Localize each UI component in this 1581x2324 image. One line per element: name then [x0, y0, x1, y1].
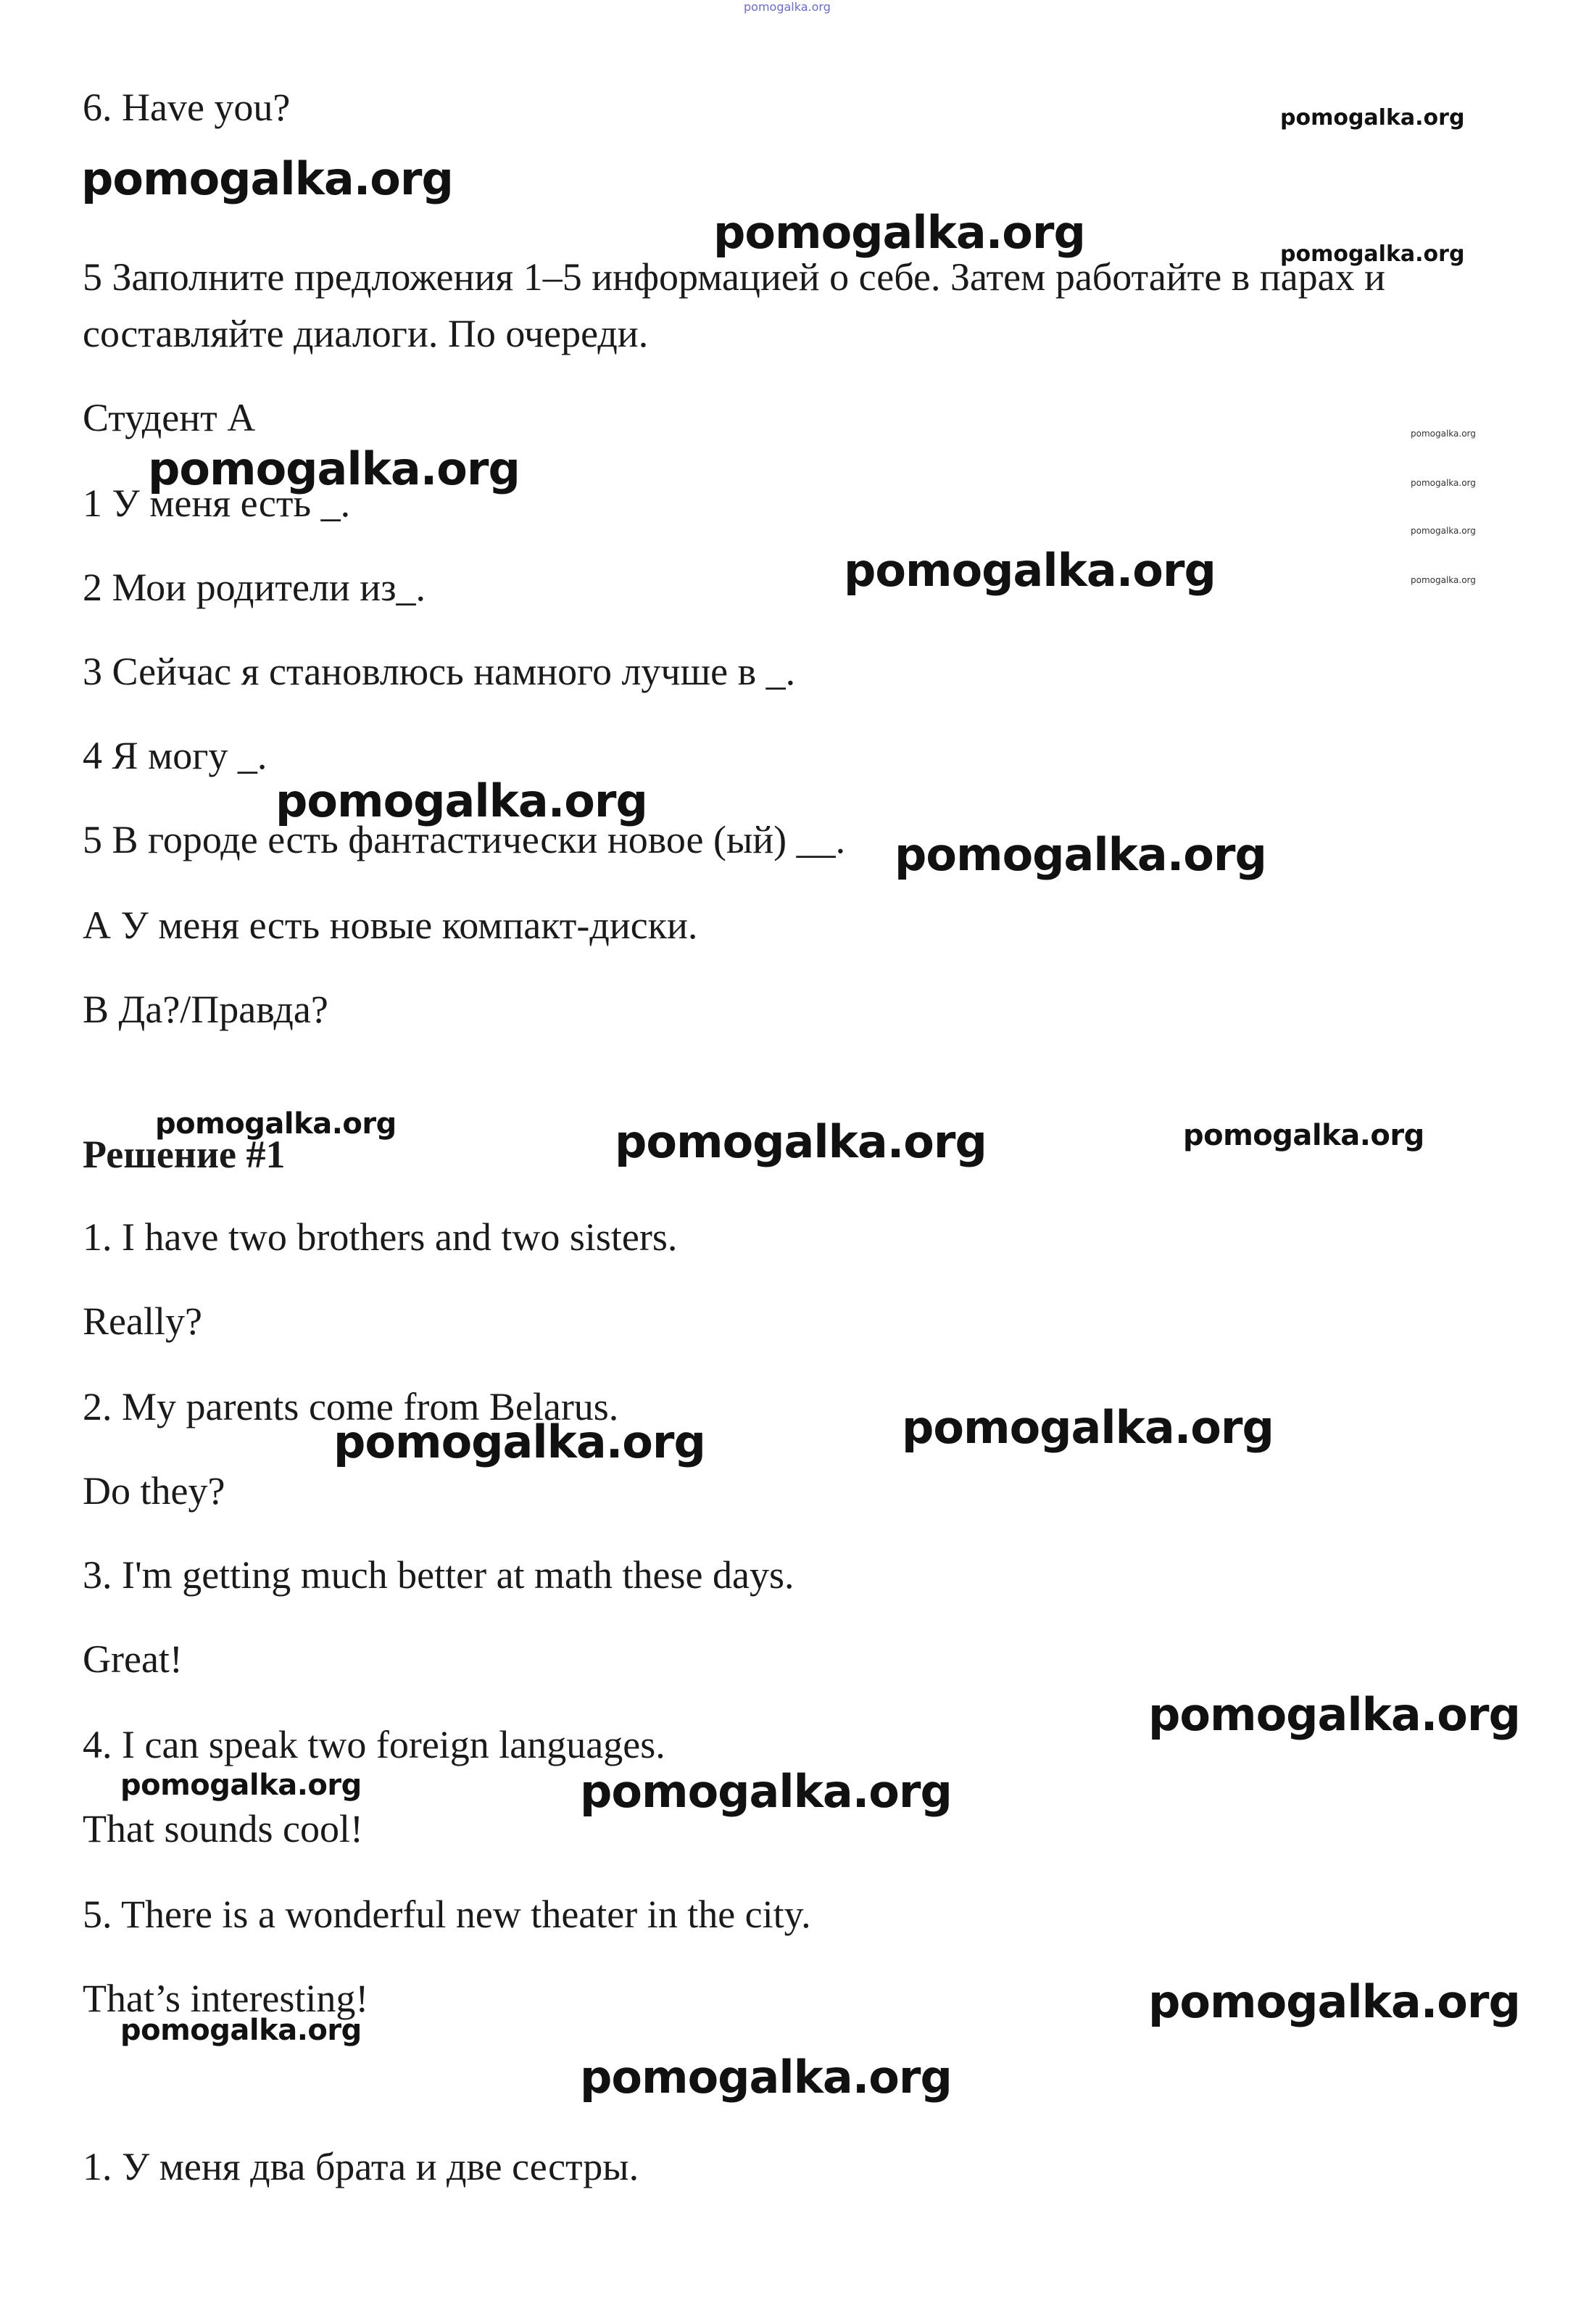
sentence-5: 5 В городе есть фантастически новое (ый) __. [83, 818, 846, 861]
student-label: Студент А [83, 396, 256, 439]
watermark-top: pomogalka.org [744, 0, 831, 14]
sentence-3: 3 Сейчас я становлюсь намного лучше в _. [83, 650, 796, 693]
solution-line-5: 3. I'm getting much better at math these days. [83, 1553, 794, 1597]
watermark-20: pomogalka.org [580, 1765, 952, 1818]
solution-line-10: That’s interesting! [83, 1977, 369, 2020]
task-text-line2: составляйте диалоги. По очереди. [83, 312, 649, 355]
watermark-4: pomogalka.org [1280, 241, 1465, 267]
watermark-6: pomogalka.org [148, 442, 520, 495]
solution-line-4: Do they? [83, 1469, 225, 1513]
solution-line-11: 1. У меня два брата и две сестры. [83, 2145, 639, 2188]
watermark-2: pomogalka.org [81, 152, 453, 205]
solution-line-8: That sounds cool! [83, 1807, 363, 1850]
solution-line-9: 5. There is a wonderful new theater in the city. [83, 1893, 811, 1936]
watermark-17: pomogalka.org [333, 1415, 705, 1468]
watermark-11: pomogalka.org [275, 774, 647, 827]
solution-line-3: 2. My parents come from Belarus. [83, 1385, 619, 1428]
solution-line-7: 4. I can speak two foreign languages. [83, 1723, 665, 1766]
dialog-a: А У меня есть новые компакт-диски. [83, 903, 698, 947]
watermark-16: pomogalka.org [902, 1401, 1274, 1454]
watermark-19: pomogalka.org [120, 1769, 362, 1802]
watermark-12: pomogalka.org [895, 828, 1266, 881]
watermark-23: pomogalka.org [580, 2051, 952, 2104]
watermark-1: pomogalka.org [1280, 105, 1465, 131]
watermark-21: pomogalka.org [1148, 1975, 1520, 2028]
sentence-2: 2 Мои родители из_. [83, 566, 426, 609]
task-text-line1: 5 Заполните предложения 1–5 информацией о себе. Затем работайте в парах и [83, 255, 1385, 299]
solution-heading: Решение #1 [83, 1133, 286, 1176]
dialog-b: В Да?/Правда? [83, 988, 328, 1031]
watermark-14: pomogalka.org [615, 1115, 987, 1168]
watermark-22: pomogalka.org [120, 2014, 362, 2047]
watermark-8: pomogalka.org [844, 544, 1216, 597]
solution-line-1: 1. I have two brothers and two sisters. [83, 1215, 678, 1259]
sentence-4: 4 Я могу _. [83, 734, 267, 777]
watermark-18: pomogalka.org [1148, 1688, 1520, 1741]
watermark-13: pomogalka.org [155, 1107, 397, 1141]
watermark-7: pomogalka.org [1411, 478, 1476, 488]
solution-line-2: Really? [83, 1299, 202, 1343]
watermark-10: pomogalka.org [1411, 575, 1476, 585]
watermark-5: pomogalka.org [1411, 429, 1476, 439]
solution-line-6: Great! [83, 1637, 183, 1681]
watermark-9: pomogalka.org [1411, 526, 1476, 536]
prev-item: 6. Have you? [83, 86, 291, 129]
watermark-15: pomogalka.org [1183, 1119, 1424, 1152]
sentence-1: 1 У меня есть _. [83, 481, 351, 525]
watermark-3: pomogalka.org [713, 206, 1085, 259]
